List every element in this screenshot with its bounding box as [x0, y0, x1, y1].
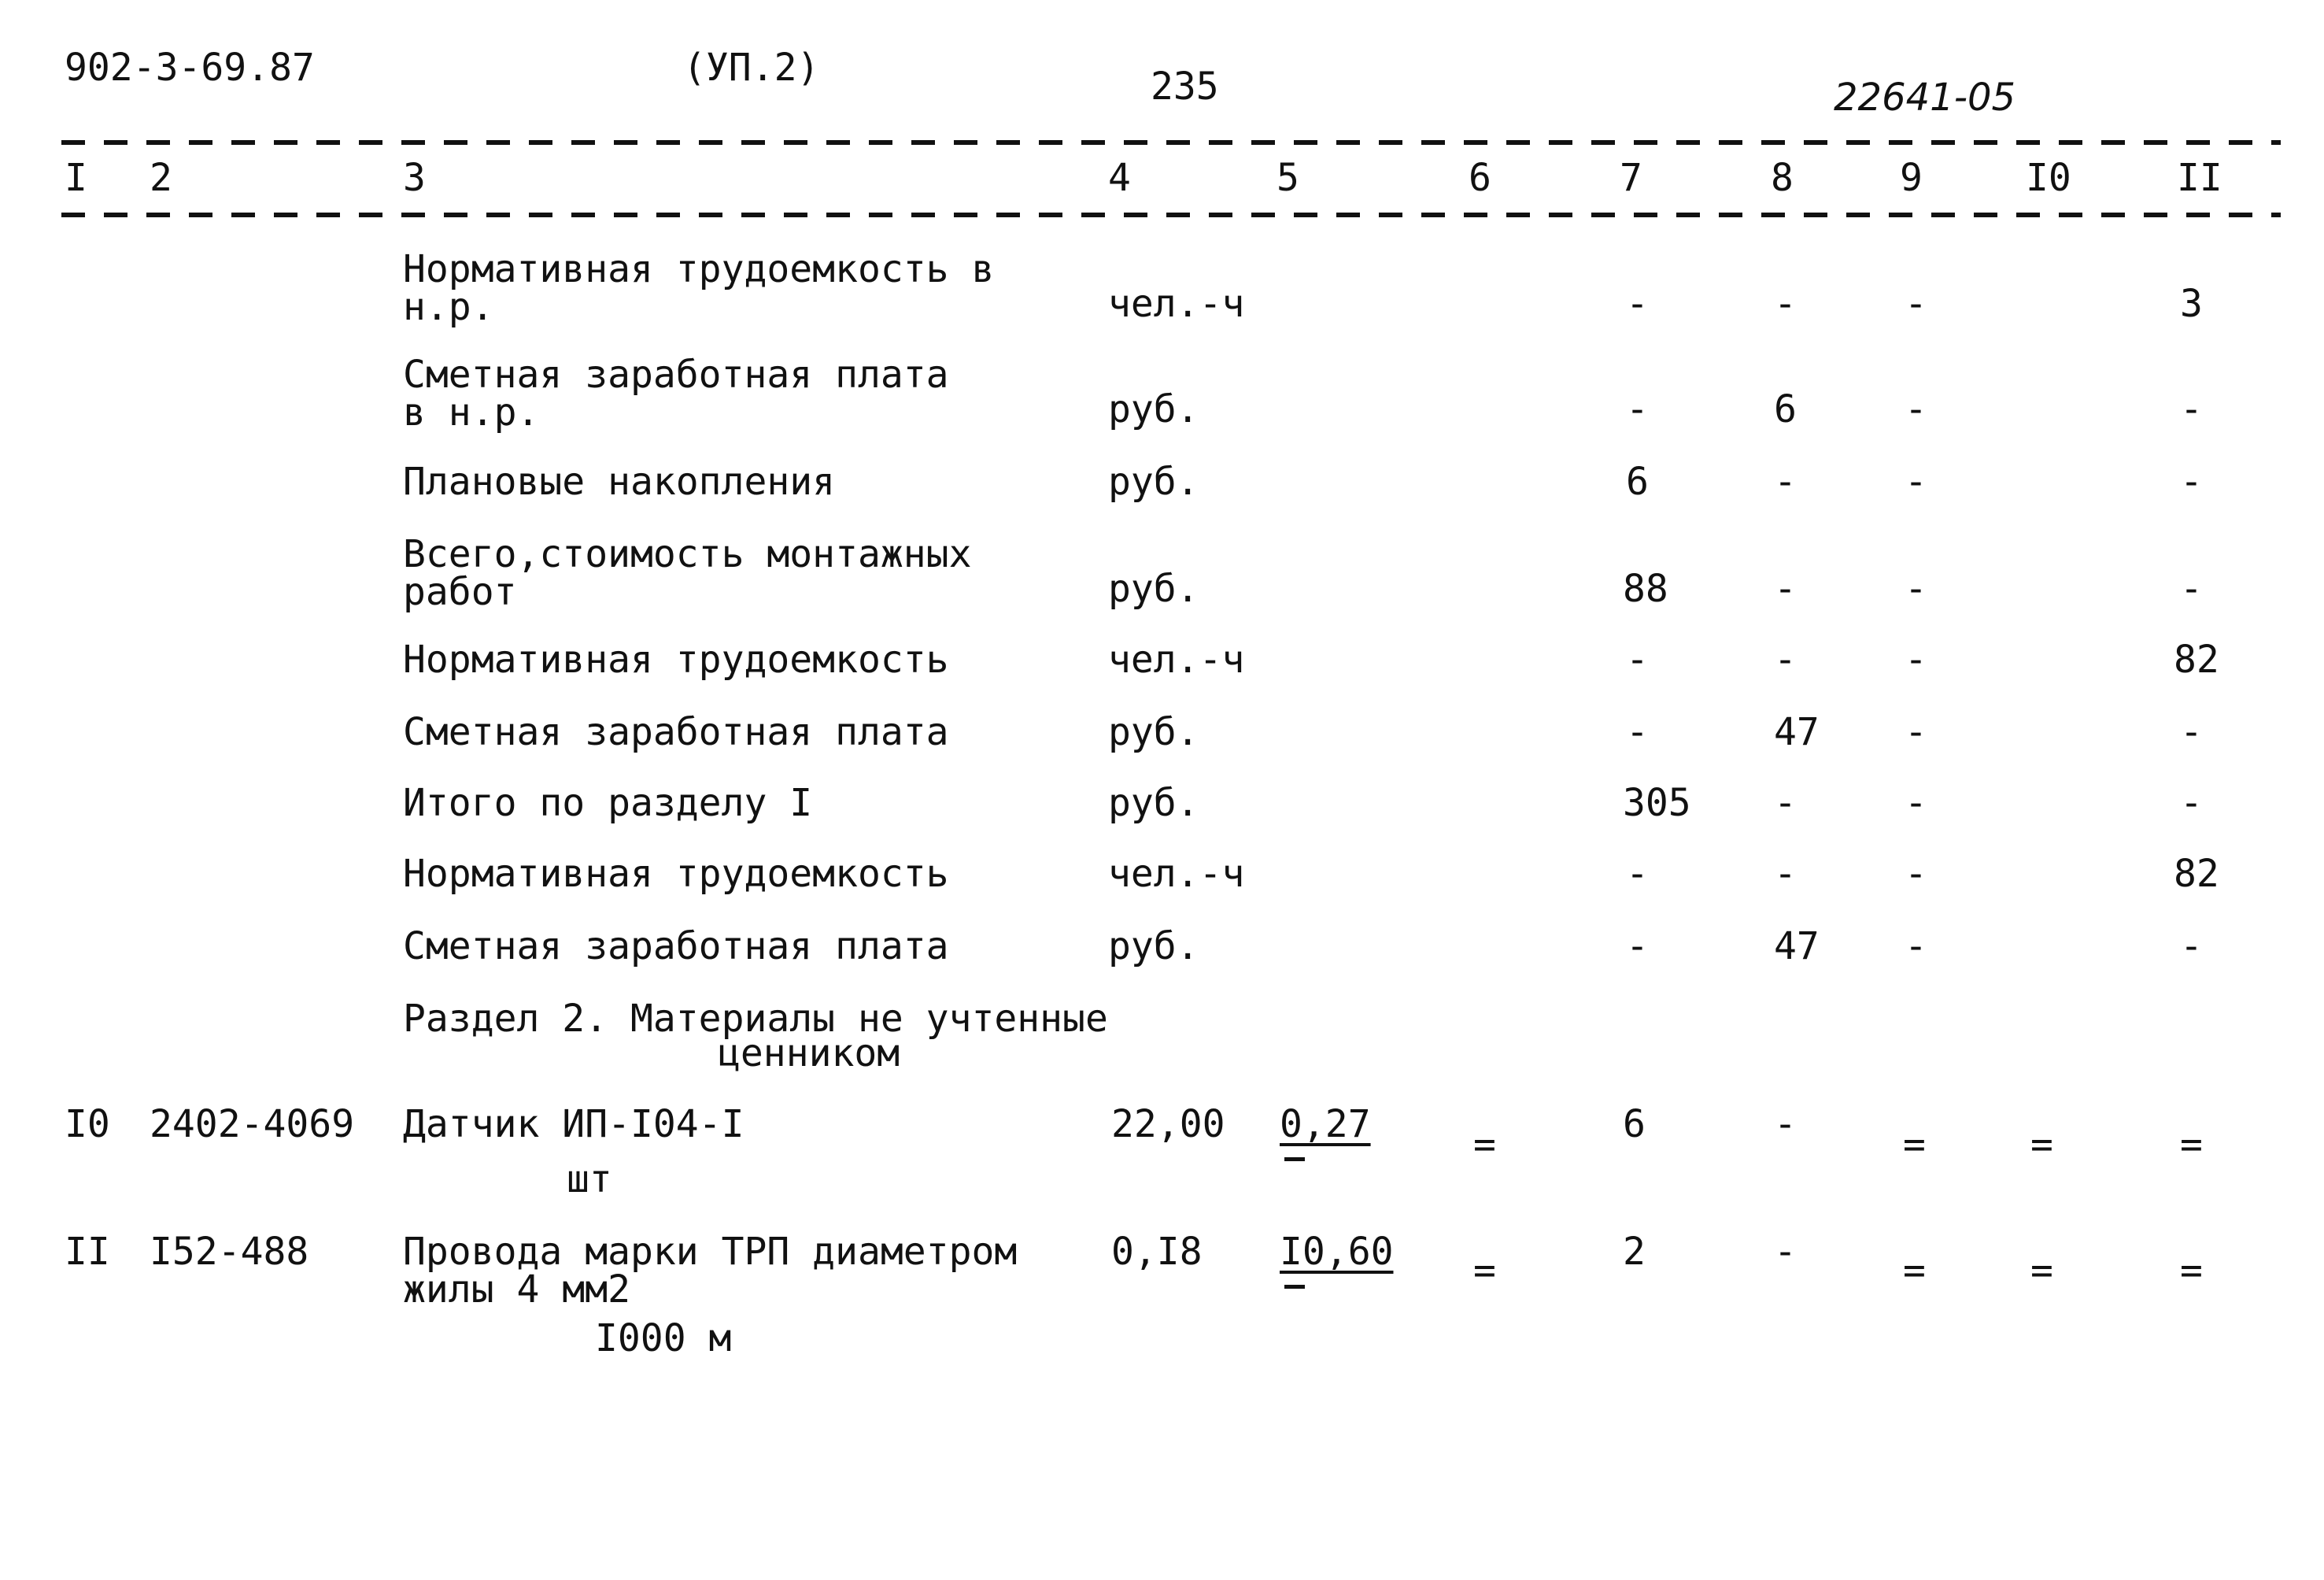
row4-c8: - [1774, 567, 1797, 611]
item11-desc: Провода марки ТРП диаметром жилы 4 мм2 [403, 1230, 1018, 1312]
row2-c8: 6 [1774, 387, 1797, 431]
col-header-2: 2 [150, 156, 172, 200]
row9-c9: - [1905, 924, 1927, 968]
item10-c11: = [2180, 1123, 2203, 1167]
item10-num: I0 [65, 1102, 110, 1146]
row8-c8: - [1774, 852, 1797, 896]
row3-c7: 6 [1626, 460, 1649, 504]
row2-unit: руб. [1108, 387, 1199, 431]
row4-desc: Всего,стоимость монтажных работ [403, 532, 972, 614]
row3-c11: - [2180, 460, 2203, 504]
item10-c7: 6 [1623, 1102, 1646, 1146]
row3-desc: Плановые накопления [403, 460, 836, 504]
row9-c11: - [2180, 924, 2203, 968]
item10-unit: шт [567, 1157, 612, 1201]
item10-c8: - [1774, 1102, 1797, 1146]
col-header-8: 8 [1771, 156, 1794, 200]
row6-c9: - [1905, 710, 1927, 754]
volume-label: (УП.2) [683, 46, 820, 90]
item11-c10: = [2030, 1249, 2053, 1293]
row7-c8: - [1774, 781, 1797, 825]
col-header-9: 9 [1900, 156, 1923, 200]
item11-unit: I000 м [595, 1316, 732, 1360]
row2-c7: - [1626, 387, 1649, 431]
row8-unit: чел.-ч [1108, 852, 1245, 896]
row8-c9: - [1905, 852, 1927, 896]
row6-c8: 47 [1774, 710, 1820, 754]
col-header-10: I0 [2026, 156, 2071, 200]
item11-c11: = [2180, 1249, 2203, 1293]
item11-c7: 2 [1623, 1230, 1646, 1274]
row7-c7: 305 [1623, 781, 1691, 825]
row8-c11: 82 [2174, 852, 2219, 896]
item10-c6: = [1473, 1123, 1496, 1167]
row6-c11: - [2180, 710, 2203, 754]
item11-qty: I0,60 [1280, 1230, 1394, 1274]
row3-unit: руб. [1108, 460, 1199, 504]
row8-desc: Нормативная трудоемкость [403, 852, 949, 896]
item11-c6: = [1473, 1249, 1496, 1293]
row3-c8: - [1774, 460, 1797, 504]
row4-unit: руб. [1108, 567, 1199, 611]
item11-code: I52-488 [150, 1230, 309, 1274]
row2-c9: - [1905, 387, 1927, 431]
row5-c7: - [1626, 638, 1649, 682]
row9-c7: - [1626, 924, 1649, 968]
col-header-6: 6 [1469, 156, 1491, 200]
item11-c8: - [1774, 1230, 1797, 1274]
row5-c9: - [1905, 638, 1927, 682]
item10-desc: Датчик ИП-I04-I [403, 1102, 744, 1146]
row7-unit: руб. [1108, 781, 1199, 825]
row7-c9: - [1905, 781, 1927, 825]
row5-unit: чел.-ч [1108, 638, 1245, 682]
archive-number: 22641-05 [1834, 76, 2016, 120]
item11-c9: = [1903, 1249, 1926, 1293]
item10-c10: = [2030, 1123, 2053, 1167]
row2-desc: Сметная заработная плата в н.р. [403, 353, 949, 435]
row6-desc: Сметная заработная плата [403, 710, 949, 754]
row1-c11: 3 [2180, 282, 2203, 326]
col-header-5: 5 [1277, 156, 1299, 200]
col-header-4: 4 [1108, 156, 1131, 200]
header-bottom-rule [61, 213, 2281, 217]
item11-price: 0,I8 [1111, 1230, 1203, 1274]
col-header-1: I [65, 156, 87, 200]
col-header-3: 3 [403, 156, 426, 200]
row4-c7: 88 [1623, 567, 1668, 611]
item10-code: 2402-4069 [150, 1102, 355, 1146]
row1-c8: - [1774, 282, 1797, 326]
row8-c7: - [1626, 852, 1649, 896]
row1-c7: - [1626, 282, 1649, 326]
item10-qty-mark [1284, 1157, 1305, 1161]
row4-c9: - [1905, 567, 1927, 611]
item11-num: II [65, 1230, 110, 1274]
row5-c8: - [1774, 638, 1797, 682]
section2-heading: Раздел 2. Материалы не учтенные [403, 997, 1108, 1041]
row7-desc: Итого по разделу I [403, 781, 813, 825]
item10-price: 22,00 [1111, 1102, 1225, 1146]
row9-desc: Сметная заработная плата [403, 924, 949, 968]
row6-c7: - [1626, 710, 1649, 754]
page-number: 235 [1151, 65, 1219, 109]
row4-c11: - [2180, 567, 2203, 611]
doc-code: 902-3-69.87 [65, 46, 315, 90]
row5-desc: Нормативная трудоемкость [403, 638, 949, 682]
item11-qty-mark [1284, 1285, 1305, 1289]
row9-unit: руб. [1108, 924, 1199, 968]
row1-c9: - [1905, 282, 1927, 326]
item10-qty: 0,27 [1280, 1102, 1371, 1146]
row3-c9: - [1905, 460, 1927, 504]
row2-c11: - [2180, 387, 2203, 431]
header-top-rule [61, 140, 2281, 145]
col-header-7: 7 [1620, 156, 1642, 200]
item10-c9: = [1903, 1123, 1926, 1167]
col-header-11: II [2177, 156, 2222, 200]
row6-unit: руб. [1108, 710, 1199, 754]
row9-c8: 47 [1774, 924, 1820, 968]
row5-c11: 82 [2174, 638, 2219, 682]
section2-heading-cont: ценником [718, 1031, 900, 1075]
row1-unit: чел.-ч [1108, 282, 1245, 326]
row7-c11: - [2180, 781, 2203, 825]
row1-desc: Нормативная трудоемкость в н.р. [403, 247, 995, 329]
